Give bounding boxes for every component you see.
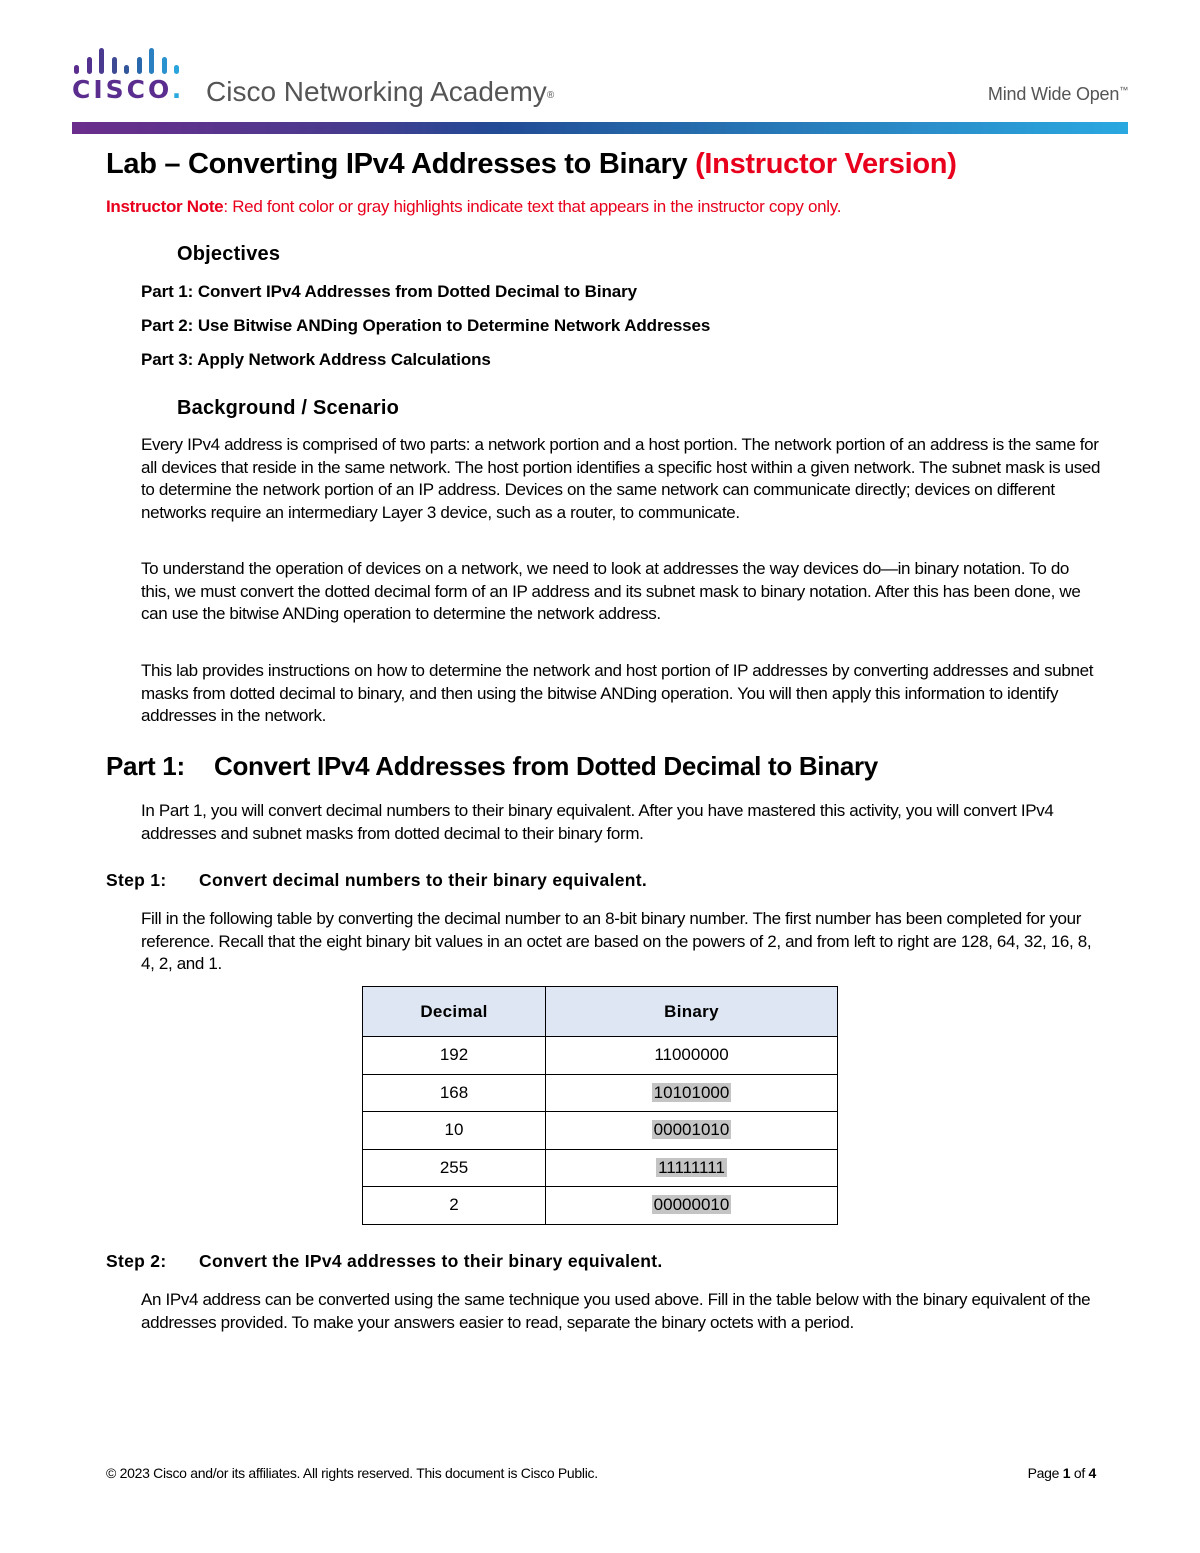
decimal-cell: 192	[363, 1037, 546, 1075]
decimal-cell: 255	[363, 1149, 546, 1187]
binary-cell	[546, 1074, 838, 1112]
decimal-cell: 2	[363, 1187, 546, 1225]
logo-bar	[99, 48, 104, 74]
instructor-version-label: (Instructor Version)	[695, 148, 957, 180]
background-paragraph: To understand the operation of devices on a network, we need to look at addresses the way devices do—in binary notation. To do this, we must convert the dotted decimal form of an IP address and its subnet mask to binary notation. After this has been done, we can use the bitwise ANDing operation to determine the network address.	[141, 559, 1081, 623]
table-row	[363, 1074, 838, 1112]
decimal-cell: 10	[363, 1112, 546, 1150]
background-heading: Background / Scenario	[177, 397, 400, 419]
column-header-binary: Binary	[546, 987, 838, 1037]
logo-bar	[137, 57, 142, 74]
tagline: Mind Wide Open™	[987, 84, 1128, 104]
table-row	[363, 1149, 838, 1187]
step2-heading: Step 2: Convert the IPv4 addresses to their binary equivalent.	[106, 1251, 663, 1271]
binary-cell	[546, 1187, 838, 1225]
cisco-wordmark: CISCO.	[72, 75, 185, 104]
answer-highlight: 00000010	[653, 1195, 730, 1215]
page-header	[72, 44, 1128, 134]
decimal-binary-table	[362, 986, 838, 1225]
binary-cell: 11000000	[546, 1037, 838, 1075]
logo-bar	[112, 57, 117, 74]
table-row	[363, 1112, 838, 1150]
binary-cell	[546, 1112, 838, 1150]
answer-highlight: 00001010	[653, 1120, 730, 1140]
header-gradient-bar	[72, 122, 1128, 134]
logo-bar	[162, 57, 167, 74]
step2-text: An IPv4 address can be converted using the same technique you used above. Fill in the table below with the binary equivalent of the addresses provided. To make your answers easier to read, separate the binary octets with a period.	[141, 1290, 1091, 1332]
column-header-decimal: Decimal	[363, 987, 546, 1037]
decimal-cell: 168	[363, 1074, 546, 1112]
instructor-note: Instructor Note: Red font color or gray highlights indicate text that appears in the instructor copy only.	[106, 197, 842, 216]
table-row	[363, 1037, 838, 1075]
objectives-heading: Objectives	[177, 243, 281, 265]
part1-intro: In Part 1, you will convert decimal numbers to their binary equivalent. After you have mastered this activity, you will convert IPv4 addresses and subnet masks from dotted decimal to their binary form.	[141, 801, 1054, 843]
table-row	[363, 1187, 838, 1225]
cisco-logo	[72, 44, 185, 104]
logo-bar	[87, 57, 92, 74]
cisco-bars-icon	[74, 46, 182, 74]
page-number: Page 1 of 4	[1027, 1465, 1096, 1481]
table-header-row	[363, 987, 838, 1037]
page-footer	[106, 1465, 1096, 1481]
step1-heading: Step 1: Convert decimal numbers to their binary equivalent.	[106, 870, 648, 890]
background-paragraph: Every IPv4 address is comprised of two parts: a network portion and a host portion. The network portion of an address is the same for all devices that reside in the same network. The host portion identifies a specific host within a given network. The subnet mask is used to determine the network portion of an IP address. Devices on the same network can communicate directly; devices on different networks require an intermediary Layer 3 device, such as a router, to communicate.	[141, 435, 1101, 522]
objective-item: Part 3: Apply Network Address Calculations	[141, 350, 491, 369]
step1-text: Fill in the following table by converting the decimal number to an 8-bit binary number. The first number has been completed for your reference. Recall that the eight binary bit values in an octet are based on the powers of 2, and from left to right are 128, 64, 32, 16, 8, 4, 2, and 1.	[141, 909, 1092, 973]
page-title: Lab – Converting IPv4 Addresses to Binary (Instructor Version)	[106, 148, 957, 180]
answer-highlight: 10101000	[653, 1082, 730, 1102]
objective-item: Part 1: Convert IPv4 Addresses from Dotted Decimal to Binary	[141, 282, 637, 301]
background-paragraph: This lab provides instructions on how to determine the network and host portion of IP addresses by converting addresses and subnet masks from dotted decimal to binary, and then using the bitwise ANDing operation. You will then apply this information to identify addresses in the network.	[141, 661, 1094, 725]
part1-heading: Part 1: Convert IPv4 Addresses from Dotted Decimal to Binary	[106, 751, 878, 781]
logo-bar	[124, 65, 129, 74]
logo-bar	[149, 48, 154, 74]
copyright-text: © 2023 Cisco and/or its affiliates. All rights reserved. This document is Cisco Public.	[106, 1465, 598, 1481]
binary-cell	[546, 1149, 838, 1187]
academy-title: Cisco Networking Academy®	[206, 76, 555, 107]
logo-bar	[74, 65, 79, 74]
answer-highlight: 11111111	[658, 1157, 725, 1177]
logo-bar	[174, 65, 179, 74]
objective-item: Part 2: Use Bitwise ANDing Operation to Determine Network Addresses	[141, 316, 711, 335]
